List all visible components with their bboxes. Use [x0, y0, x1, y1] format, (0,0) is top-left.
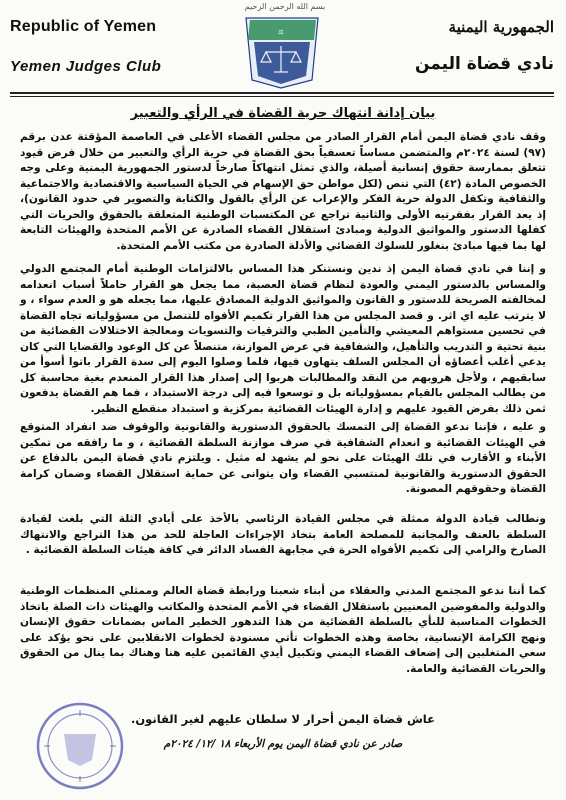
club-name-ar: نادي قضاة اليمن	[414, 54, 554, 74]
letterhead-english	[10, 18, 210, 75]
paragraph-1: وقف نادي قضاة اليمن أمام القرار الصادر من مجلس القضاء الأعلى في العاصمة المؤقتة عدن برقم (٩٧) لسنة ٢٠٢٤م والمتضمن مساساً تعسفياً بحق القضاة في حرية الرأي والتعبير من خلال فرض قيود تتعلق بممارسة حقوق إنسانية أصيلة، والذي تمثل انتهاكاً صارخاً لدستور الجمهورية اليمنية وعلى وجه الخصوص المادة (٤٢) التي تنص (لكل مواطن حق الإسهام في الحياة السياسية والاقتصادية والاجتماعية والثقافية وتكفل الدولة حرية الفكر والإعراب عن الرأي بالقول والكتابة والتصوير في حدود القانون)، إذ يعد القرار بفقرتيه الأولى والثانية تراجع عن المكتسبات الوطنية المتعلقة بالحقوق والحريات التي كفلها الدستور والمواثيق الدولية ومبادئ استقلال القضاء الصادرة عن الأمم المتحدة والهيئات التابعة لها بما فيها مبادئ بنغلور للسلوك القضائي والأدلة الصادرة من مكتب الأمم المتحدة.	[20, 131, 546, 252]
statement-title: بيان إدانة انتهاك حرية القضاة في الرأي والتعبير	[130, 106, 436, 121]
club-name-en: Yemen Judges Club	[10, 58, 162, 75]
header-divider	[10, 92, 554, 94]
paragraph-5: كما أننا ندعو المجتمع المدني والعقلاء من أبناء شعبنا ورابطة قضاة العالم وممثلي المنظمات الوطنية والدولية والمفوضين المعنيين باستقلال القضاء في الأمم المتحدة والمكاتب والهيئات ذات الصلة باتخاذ الخطوات المناسبة للنأي بالسلطة القضائية من هذا التدهور الخطير الماس بضمانات حقوق الإنسان ونهج الكرامة الإنسانية، بخاصة وهذه الخطوات تأتي مسنودة لخطوات الانقلابين على نحو يؤكد على سعي المتغلبين إلى إضعاف القضاء اليمني وتكبيل أيدي القائمين عليه هنا وهناك بما ينال من الحقوق والحريات القضائية والعامة.	[20, 585, 546, 675]
logo-motto: ⚖	[278, 29, 284, 36]
letterhead-arabic	[364, 18, 554, 74]
bismillah-header: بسم الله الرحمن الرحيم	[244, 2, 326, 11]
closing-line: عاش قضاة اليمن أحرار لا سلطان عليهم لغير القانون.	[131, 712, 435, 726]
paragraph-3: و عليه ، فإننا ندعو القضاة إلى التمسك بالحقوق الدستورية والقانونية والوقوف ضد انفراد المتوقع في الهيئات القضائية و انعدام الشفافية في صرف موازنة السلطة القضائية ، و ما رافقه من تمكين الأبناء و الأقارب في تلك الهيئات على نحو لم يشهد له مثيل . ويلتزم نادي قضاة اليمن بالدفاع عن الحقوق الدستورية والقانونية لمنتسبي القضاء وان يتوانى عن حماية استقلال القضاء وضمان كرامة القضاة وحقوقهم المصونة.	[20, 421, 546, 495]
header-divider-thin	[10, 96, 554, 97]
issue-date-line: صادر عن نادي قضاة اليمن يوم الأربعاء ١٨ /١٢/ ٢٠٢٤م	[163, 738, 403, 750]
country-name-ar: الجمهورية اليمنية	[448, 18, 554, 36]
paragraph-4: ونطالب قيادة الدولة ممثلة في مجلس القيادة الرئاسي بالأخذ على أيادي الثلة التي بلغت لقيادة السلطة بالعنف والمجانبة للمصلحة العامة بتخاذ الإجراءات العاجلة للحد من هذا التراجع والانتهاك الصارخ والرامي إلى تكميم الأفواه الحرة في مجابهة الفساد الدائر في كافة هيئات السلطة القضائية .	[20, 513, 546, 556]
official-stamp-icon	[34, 700, 126, 792]
paragraph-2: و إننا في نادي قضاة اليمن إذ ندين ونستنكر هذا المساس بالالتزامات الوطنية أمام المجتمع الدولي والمساس بالدستور اليمني والعودة لنظام قضاة العصبة، مما يجعل هو القرار حاملاً أسباب انعدامه لمخالفته الصريحة للدستور و القانون والمواثيق الدولية المصادق عليها، مما يجعله هو و العدم سواء ، و لا يترتب عليه اي اثر. و قصد المجلس من هذا القرار تكميم الأفواه للتنصل من مسؤولياته تجاه القضاة في تحسين مستواهم المعيشي والتأمين الطبي والترقيات والتسويات ومعالجة الاختلالات القضائية من بنية تحتية و التدريب والتأهيل، والشفافية في عرض الموازنة، متنصلاً عن كل الوعود والقضايا التي كان يدعي أغلب أعضاؤه أن المجلس السلف يتهاون فيها، فلما وصلوا اليوم إلى سدة القرار باتوا أسوأ من سابقيهم ، ولأجل هروبهم من النقد والمطالبات هربوا إلى إصدار هذا القرار المنعدم بغية محاسبة كل من يطالب المجلس بالقيام بمسؤولياته بل و توسعوا فيه إلى درجة الاستبداد ، فما هم القضاة يدفعون ثمن ذلك بفرض القيود عليهم و إدارة الهيئات القضائية بمركزية و استبداد منقطع النظير.	[20, 263, 546, 415]
club-logo-icon	[226, 10, 336, 90]
country-name-en: Republic of Yemen	[10, 18, 157, 35]
